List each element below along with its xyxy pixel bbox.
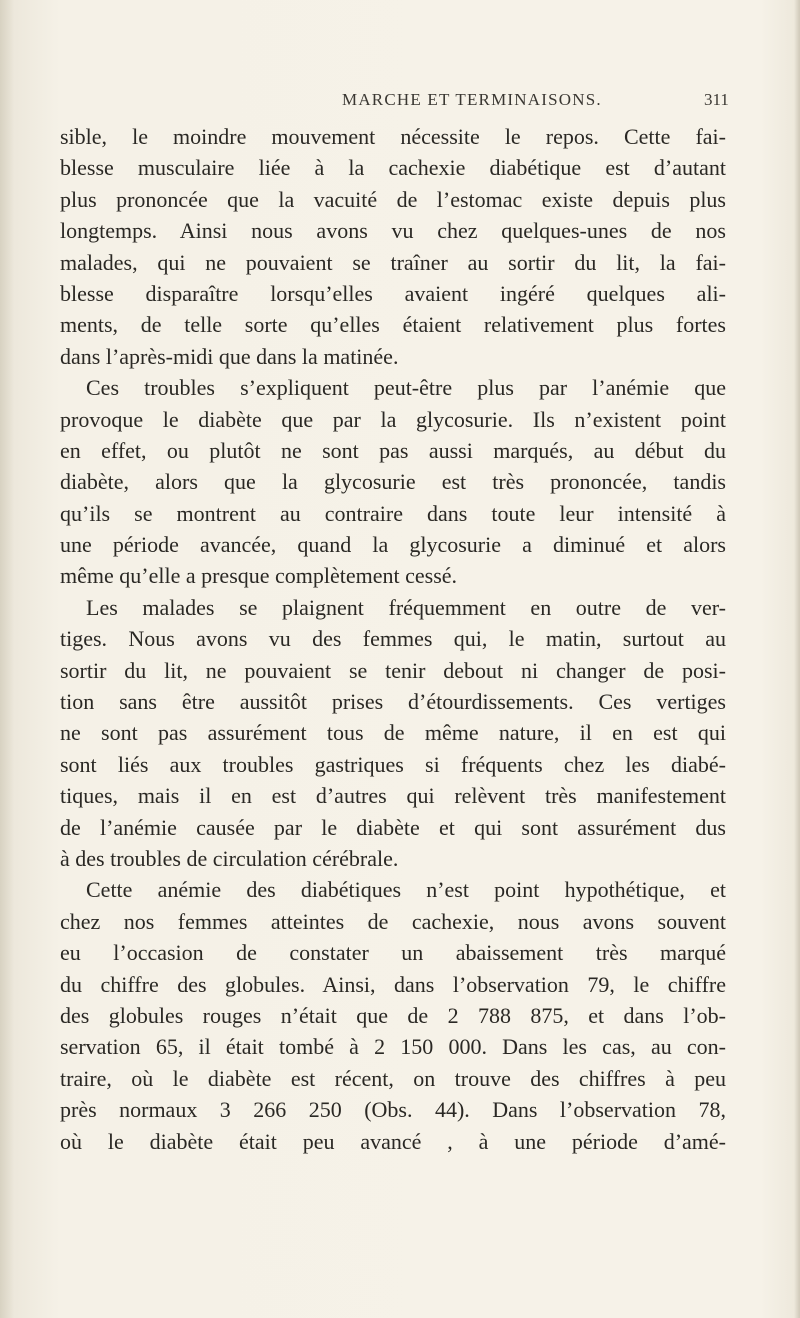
page-gutter-shadow xyxy=(0,0,14,1318)
text-line: tiges. Nous avons vu des femmes qui, le matin, surtout au xyxy=(60,626,726,652)
paragraph-first-line: Cette anémie des diabétiques n’est point hypothétique, et xyxy=(86,877,726,903)
text-line: chez nos femmes atteintes de cachexie, nous avons souvent xyxy=(60,908,726,934)
text-line: à des troubles de circulation cérébrale. xyxy=(60,845,399,871)
text-line: près normaux 3 266 250 (Obs. 44). Dans l’observation 78, xyxy=(60,1097,726,1123)
text-line: ne sont pas assurément tous de même nature, il en est qui xyxy=(60,720,726,746)
text-line: eu l’occasion de constater un abaissement très marqué xyxy=(60,940,726,966)
text-line: du chiffre des globules. Ainsi, dans l’observation 79, le chiffre xyxy=(60,971,726,997)
text-line: traire, où le diabète est récent, on trouve des chiffres à peu xyxy=(60,1065,726,1091)
text-line: sortir du lit, ne pouvaient se tenir debout ni changer de posi- xyxy=(60,657,726,683)
text-line: diabète, alors que la glycosurie est très prononcée, tandis xyxy=(60,469,726,495)
text-line: même qu’elle a presque complètement cessé. xyxy=(60,563,458,589)
text-line: une période avancée, quand la glycosurie a diminué et alors xyxy=(60,532,726,558)
page-edge-shadow xyxy=(794,0,800,1318)
paragraph-first-line: Ces troubles s’expliquent peut-être plus par l’anémie que xyxy=(86,375,726,401)
text-line: sont liés aux troubles gastriques si fréquents chez les diabé- xyxy=(60,751,726,777)
text-line: longtemps. Ainsi nous avons vu chez quelques-unes de nos xyxy=(60,218,726,244)
text-line: qu’ils se montrent au contraire dans toute leur intensité à xyxy=(60,500,726,526)
text-line: provoque le diabète que par la glycosurie. Ils n’existent point xyxy=(60,406,726,432)
text-line: en effet, ou plutôt ne sont pas aussi marqués, au début du xyxy=(60,437,726,463)
text-line: tion sans être aussitôt prises d’étourdissements. Ces vertiges xyxy=(60,689,726,715)
text-line: des globules rouges n’était que de 2 788 875, et dans l’ob- xyxy=(60,1002,726,1028)
text-line: ments, de telle sorte qu’elles étaient relativement plus fortes xyxy=(60,312,726,338)
text-line: de l’anémie causée par le diabète et qui sont assurément dus xyxy=(60,814,726,840)
paragraph-first-line: Les malades se plaignent fréquemment en outre de ver- xyxy=(86,594,726,620)
text-line: tiques, mais il en est d’autres qui relèvent très manifestement xyxy=(60,783,726,809)
text-line: blesse musculaire liée à la cachexie diabétique est d’autant xyxy=(60,155,726,181)
body-text xyxy=(60,121,726,1157)
text-line: sible, le moindre mouvement nécessite le repos. Cette fai- xyxy=(60,124,726,149)
text-line: où le diabète était peu avancé , à une période d’amé- xyxy=(60,1128,726,1154)
text-line: malades, qui ne pouvaient se traîner au sortir du lit, la fai- xyxy=(60,249,726,275)
page-number: 311 xyxy=(704,90,729,109)
text-line: servation 65, il était tombé à 2 150 000. Dans les cas, au con- xyxy=(60,1034,726,1060)
text-line: plus prononcée que la vacuité de l’estomac existe depuis plus xyxy=(60,186,726,212)
running-title: MARCHE ET TERMINAISONS. xyxy=(342,90,602,109)
text-line: dans l’après-midi que dans la matinée. xyxy=(60,343,399,369)
text-line: blesse disparaître lorsqu’elles avaient ingéré quelques ali- xyxy=(60,280,726,306)
